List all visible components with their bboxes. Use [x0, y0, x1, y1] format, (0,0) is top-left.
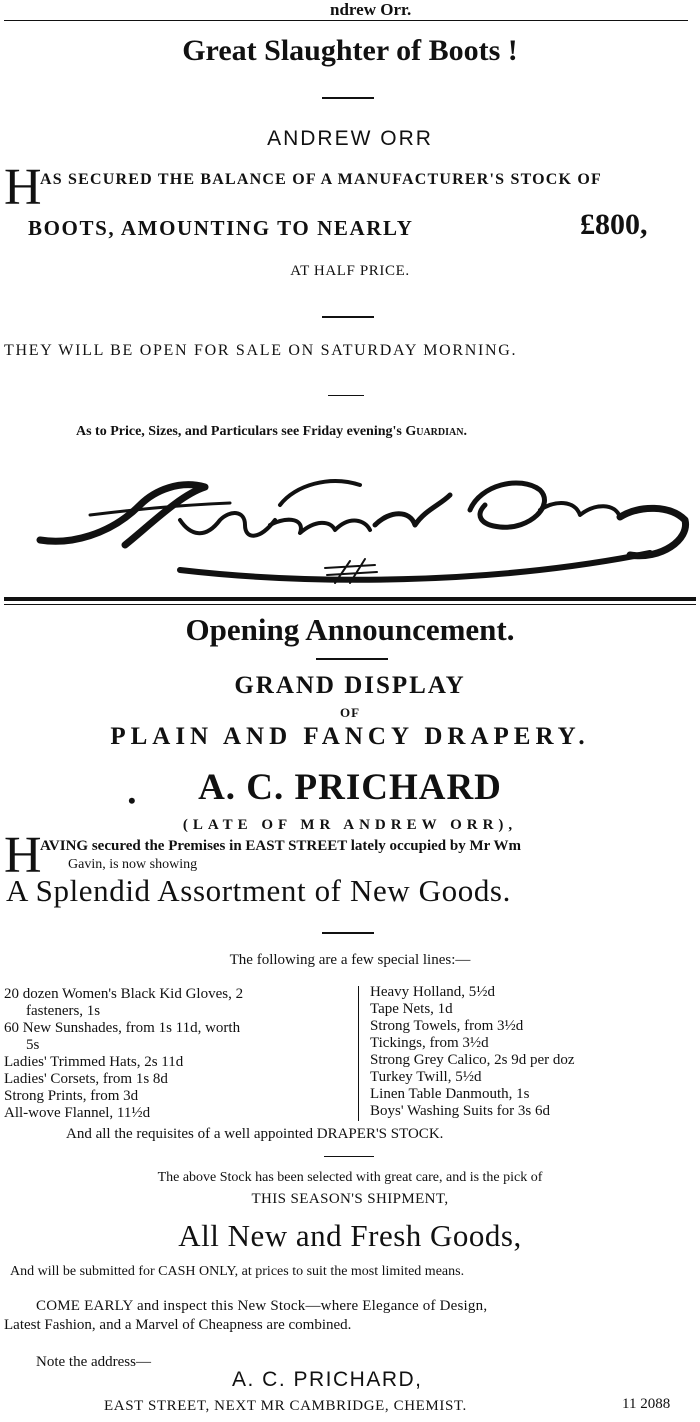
right-line-4: Tickings, from 3½d — [370, 1035, 489, 1051]
ad2-footer-address: EAST STREET, NEXT MR CAMBRIDGE, CHEMIST. — [104, 1398, 467, 1414]
right-line-5: Strong Grey Calico, 2s 9d per doz — [370, 1052, 575, 1068]
right-list — [370, 984, 696, 1120]
left-line-6: Ladies' Corsets, from 1s 8d — [4, 1071, 168, 1087]
ad2-late-of: (LATE OF MR ANDREW ORR), — [182, 817, 518, 833]
left-line-1: 20 dozen Women's Black Kid Gloves, 2 — [4, 986, 244, 1002]
left-line-4: 5s — [26, 1037, 40, 1053]
andrew-orr-signature — [30, 465, 700, 595]
right-line-6: Turkey Twill, 5½d — [370, 1069, 482, 1085]
ad2-lines-heading: The following are a few special lines:— — [229, 952, 471, 968]
divider-thin — [4, 604, 696, 605]
left-line-3: 60 New Sunshades, from 1s 11d, worth — [4, 1020, 241, 1036]
running-head: ndrew Orr. — [330, 0, 412, 19]
ad2-ref-number: 11 2088 — [622, 1396, 671, 1412]
ad2-dropcap: H — [4, 827, 42, 884]
ad1-dropcap: H — [4, 159, 42, 216]
ad2-assortment: A Splendid Assortment of New Goods. — [6, 873, 511, 908]
ad2-intro-line1: AVING secured the Premises in EAST STREET lately occupied by Mr Wm — [40, 838, 522, 854]
ad2-footer-name: A. C. PRICHARD, — [232, 1368, 423, 1391]
right-line-3: Strong Towels, from 3½d — [370, 1018, 524, 1034]
ad1-short-rule-2 — [322, 316, 374, 318]
ad2-fresh-goods: All New and Fresh Goods, — [178, 1218, 522, 1253]
top-rule — [4, 20, 688, 21]
ad1-line2-prefix: BOOTS, AMOUNTING TO NEARLY — [28, 216, 414, 240]
ad1-title: Great Slaughter of Boots ! — [182, 34, 518, 67]
ad1-short-rule-1 — [322, 97, 374, 99]
right-line-1: Heavy Holland, 5½d — [370, 984, 495, 1000]
column-divider — [358, 986, 359, 1121]
ad2-stock-line: The above Stock has been selected with great care, and is the pick of — [157, 1170, 543, 1185]
ad1-half-price: AT HALF PRICE. — [290, 263, 410, 279]
ad2-name: A. C. PRICHARD — [198, 767, 502, 808]
ad2-note-address: Note the address— — [36, 1354, 151, 1370]
ad2-cash-line: And will be submitted for CASH ONLY, at prices to suit the most limited means. — [10, 1264, 465, 1279]
divider-thick — [4, 597, 696, 601]
ad1-line1: AS SECURED THE BALANCE OF A MANUFACTURER'S STOCK OF — [40, 171, 603, 188]
left-list — [4, 986, 354, 1122]
left-line-2: fasteners, 1s — [26, 1003, 101, 1019]
ad1-open-line: THEY WILL BE OPEN FOR SALE ON SATURDAY MORNING. — [4, 342, 518, 359]
ad2-shipment: THIS SEASON'S SHIPMENT, — [251, 1191, 449, 1207]
ad1-note-prefix: As to Price, Sizes, and Particulars see Friday evening's — [76, 424, 402, 439]
ad2-come-line1: COME EARLY and inspect this New Stock—where Elegance of Design, — [36, 1298, 488, 1314]
ad2-grand-display: GRAND DISPLAY — [234, 672, 466, 699]
left-line-7: Strong Prints, from 3d — [4, 1088, 139, 1104]
ad1-line2-amount: £800, — [580, 208, 648, 241]
right-line-2: Tape Nets, 1d — [370, 1001, 453, 1017]
right-line-8: Boys' Washing Suits for 3s 6d — [370, 1103, 550, 1119]
ad1-note-paper: Guardian. — [405, 424, 467, 439]
ad2-short-rule-1 — [316, 658, 388, 660]
left-line-8: All-wove Flannel, 11½d — [4, 1105, 151, 1121]
ad2-drapery: PLAIN AND FANCY DRAPERY. — [110, 723, 590, 750]
right-line-7: Linen Table Danmouth, 1s — [370, 1086, 530, 1102]
ad2-come-line2: Latest Fashion, and a Marvel of Cheapness are combined. — [4, 1317, 352, 1333]
ad2-short-rule-3 — [324, 1156, 374, 1157]
ad2-title: Opening Announcement. — [185, 612, 515, 647]
ad2-of: OF — [339, 705, 361, 720]
ad2-requisites: And all the requisites of a well appointed DRAPER'S STOCK. — [66, 1126, 444, 1142]
ad1-short-rule-3 — [328, 395, 364, 396]
ad2-short-rule-2 — [322, 932, 374, 934]
ad2-intro-line2: Gavin, is now showing — [68, 857, 198, 872]
ad1-note — [76, 424, 467, 440]
left-line-5: Ladies' Trimmed Hats, 2s 11d — [4, 1054, 184, 1070]
ad1-name: ANDREW ORR — [267, 127, 433, 150]
ad2-dot: • — [128, 788, 136, 813]
